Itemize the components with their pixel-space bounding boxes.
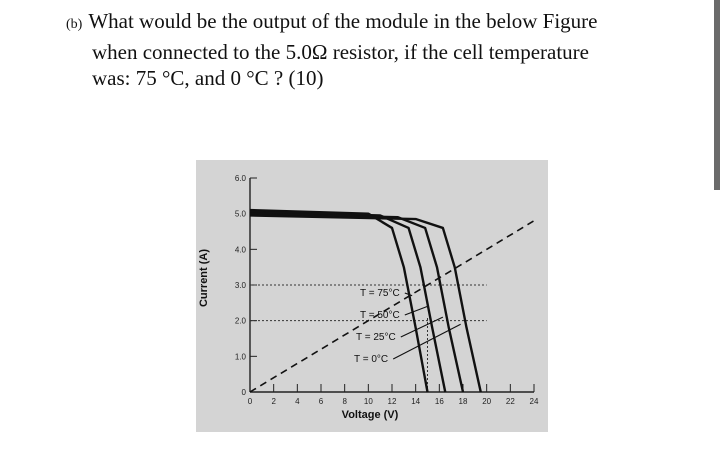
x-tick-label: 0 bbox=[247, 397, 253, 406]
x-tick-label: 10 bbox=[363, 397, 373, 406]
curve-label-pointer bbox=[405, 306, 428, 315]
y-tick-label: 6.0 bbox=[234, 174, 246, 183]
y-tick-label: 4.0 bbox=[234, 245, 246, 255]
x-tick-label: 14 bbox=[411, 397, 421, 406]
x-tick-label: 2 bbox=[271, 397, 276, 406]
iv-curve bbox=[250, 212, 445, 392]
iv-curve bbox=[250, 210, 428, 392]
curve-label-pointer bbox=[393, 324, 460, 359]
question-line-2: when connected to the 5.0Ω resistor, if the cell temperature bbox=[92, 39, 589, 64]
curve-label: T = 0°C bbox=[354, 354, 389, 365]
load-line bbox=[250, 221, 534, 392]
question-line-1-text: What would be the output of the module in the below Figure bbox=[88, 9, 598, 33]
x-tick-label: 6 bbox=[318, 397, 324, 406]
x-tick-label: 12 bbox=[387, 397, 397, 406]
x-tick-label: 16 bbox=[434, 397, 444, 406]
curve-label: T = 50°C bbox=[360, 310, 400, 321]
question-number: (b) bbox=[66, 17, 83, 32]
curve-label-pointer bbox=[401, 317, 443, 337]
y-tick-label: 3.0 bbox=[234, 281, 246, 290]
y-tick-label: 1.0 bbox=[234, 352, 246, 362]
x-tick-label: 22 bbox=[505, 397, 515, 406]
curve-label: T = 25°C bbox=[356, 332, 396, 343]
question-line-3: was: 75 °C, and 0 °C ? (10) bbox=[92, 66, 324, 90]
y-tick-label: 2.0 bbox=[234, 316, 246, 326]
x-tick-label: 8 bbox=[342, 397, 347, 406]
x-tick-label: 4 bbox=[295, 397, 300, 406]
x-axis-label: Voltage (V) bbox=[341, 409, 399, 421]
curve-label: T = 75°C bbox=[360, 288, 400, 299]
iv-curve bbox=[250, 215, 481, 392]
iv-curve bbox=[250, 214, 463, 392]
x-tick-label: 24 bbox=[529, 397, 539, 406]
x-tick-label: 20 bbox=[482, 397, 492, 406]
x-tick-label: 18 bbox=[458, 397, 468, 406]
y-tick-label: 5.0 bbox=[234, 209, 246, 219]
y-axis-label: Current (A) bbox=[198, 248, 210, 308]
y-tick-label: 0 bbox=[241, 388, 246, 397]
